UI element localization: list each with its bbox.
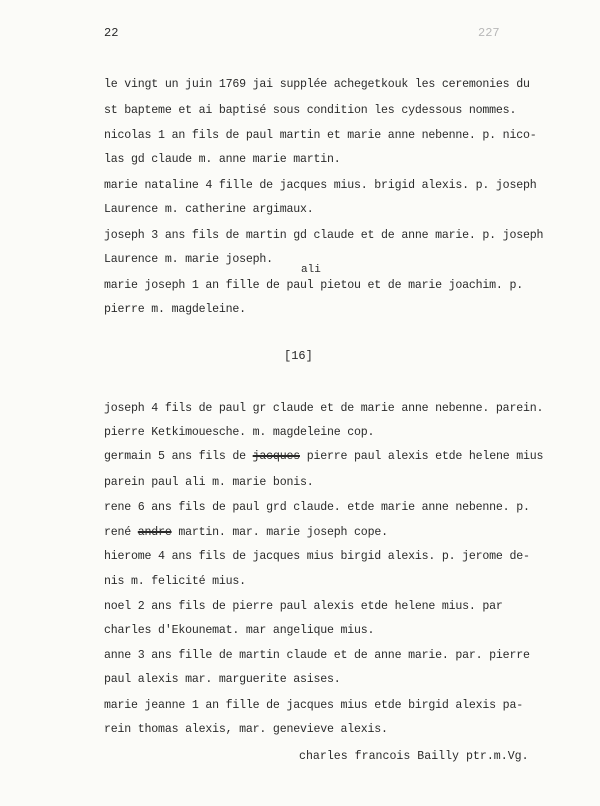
signature-line: charles francois Bailly ptr.m.Vg. xyxy=(299,750,529,763)
text-line: noel 2 ans fils de pierre paul alexis etde helene mius. par xyxy=(104,600,503,613)
text-line: Laurence m. catherine argimaux. xyxy=(104,203,314,216)
text-line: germain 5 ans fils de jacques pierre paul alexis etde helene mius xyxy=(104,450,544,463)
text-line: nicolas 1 an fils de paul martin et marie anne nebenne. p. nico- xyxy=(104,129,537,142)
text-line: charles d'Ekounemat. mar angelique mius. xyxy=(104,624,375,637)
interlinear-insert: ali xyxy=(301,264,321,276)
struck-word: jacques xyxy=(252,450,300,463)
section-marker: [16] xyxy=(284,349,313,363)
archive-stamp: 227 xyxy=(478,26,500,40)
text-line: pierre Ketkimouesche. m. magdeleine cop. xyxy=(104,426,375,439)
text-line: pierre m. magdeleine. xyxy=(104,303,246,316)
page-number: 22 xyxy=(104,26,119,40)
text-line: rene 6 ans fils de paul grd claude. etde marie anne nebenne. p. xyxy=(104,501,530,514)
text-line: Laurence m. marie joseph. xyxy=(104,253,273,266)
text-line: anne 3 ans fille de martin claude et de anne marie. par. pierre xyxy=(104,649,530,662)
text-line: marie nataline 4 fille de jacques mius. brigid alexis. p. joseph xyxy=(104,179,537,192)
text-line: joseph 4 fils de paul gr claude et de marie anne nebenne. parein. xyxy=(104,402,544,415)
text-line: rené andre martin. mar. marie joseph cope. xyxy=(104,526,388,539)
text-line: hierome 4 ans fils de jacques mius birgid alexis. p. jerome de- xyxy=(104,550,530,563)
text-line: las gd claude m. anne marie martin. xyxy=(104,153,341,166)
text-line: rein thomas alexis, mar. genevieve alexis. xyxy=(104,723,388,736)
text-line: marie jeanne 1 an fille de jacques mius etde birgid alexis pa- xyxy=(104,699,523,712)
text-line: joseph 3 ans fils de martin gd claude et de anne marie. p. joseph xyxy=(104,229,544,242)
text-line: nis m. felicité mius. xyxy=(104,575,246,588)
text-line: parein paul ali m. marie bonis. xyxy=(104,476,314,489)
text-line: paul alexis mar. marguerite asises. xyxy=(104,673,341,686)
text-line: st bapteme et ai baptisé sous condition les cydessous nommes. xyxy=(104,104,517,117)
text-line: marie joseph 1 an fille de paul pietou et de marie joachim. p. xyxy=(104,279,523,292)
struck-word: andre xyxy=(137,526,172,539)
text-line: le vingt un juin 1769 jai supplée achegetkouk les ceremonies du xyxy=(104,78,530,91)
